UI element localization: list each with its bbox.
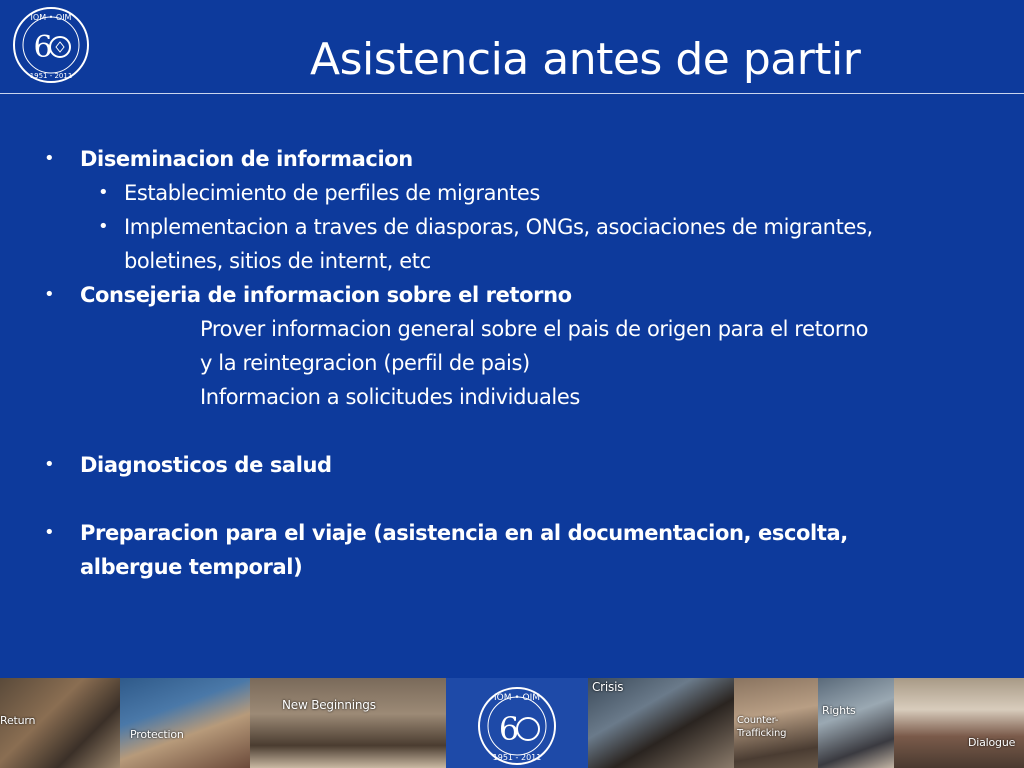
sub-bullet-perfiles: Establecimiento de perfiles de migrantes bbox=[124, 181, 540, 205]
label-dialogue: Dialogue bbox=[968, 736, 1016, 749]
bullet-item-diagnosticos: Diagnosticos de salud bbox=[80, 453, 332, 477]
slide-title: Asistencia antes de partir bbox=[310, 34, 861, 85]
bullet-item-diseminacion: Diseminacion de informacion bbox=[80, 147, 413, 171]
label-counter-trafficking-1: Counter- bbox=[737, 715, 779, 726]
bullet-marker: • bbox=[44, 284, 55, 305]
sub-bullet-implementacion: Implementacion a traves de diasporas, ONGs, asociaciones de migrantes, bbox=[124, 215, 873, 239]
indented-line-solicitudes: Informacion a solicitudes individuales bbox=[200, 385, 580, 409]
label-crisis: Crisis bbox=[592, 680, 624, 694]
label-protection: Protection bbox=[130, 728, 184, 741]
photo-new-beginnings bbox=[250, 678, 446, 768]
indented-line-prover: Prover informacion general sobre el pais de origen para el retorno bbox=[200, 317, 869, 341]
footer-logo-years: 1951 - 2011 bbox=[492, 753, 542, 762]
logo-numeral: 6 bbox=[33, 30, 53, 65]
slide-header bbox=[0, 0, 1024, 94]
bullet-marker: • bbox=[98, 182, 109, 203]
photo-protection bbox=[120, 678, 250, 768]
indented-line-reintegracion: y la reintegracion (perfil de pais) bbox=[200, 351, 530, 375]
label-counter-trafficking-2: Trafficking bbox=[737, 728, 787, 739]
bullet-item-consejeria: Consejeria de informacion sobre el retorno bbox=[80, 283, 572, 307]
label-new-beginnings: New Beginnings bbox=[282, 698, 376, 712]
bullet-marker: • bbox=[44, 148, 55, 169]
photo-dialogue bbox=[894, 678, 1024, 768]
footer-logo-top-text: IOM • OIM bbox=[493, 693, 541, 703]
photo-rights bbox=[818, 678, 894, 768]
photo-strip-footer bbox=[0, 678, 1024, 768]
label-rights: Rights bbox=[822, 704, 856, 717]
footer-logo-numeral: 6 bbox=[498, 710, 520, 748]
bullet-marker: • bbox=[44, 454, 55, 475]
logo-years: 1951 - 2011 bbox=[29, 72, 73, 80]
sub-bullet-implementacion-cont: boletines, sitios de internt, etc bbox=[124, 249, 431, 273]
bullet-item-preparacion-cont: albergue temporal) bbox=[80, 555, 303, 579]
photo-crisis bbox=[588, 678, 734, 768]
photo-counter-trafficking bbox=[734, 678, 818, 768]
label-return: Return bbox=[0, 714, 36, 727]
bullet-item-preparacion: Preparacion para el viaje (asistencia en al documentacion, escolta, bbox=[80, 521, 848, 545]
iom-60-footer-logo-icon bbox=[446, 678, 588, 768]
bullet-marker: • bbox=[98, 216, 109, 237]
photo-return bbox=[0, 678, 120, 768]
bullet-marker: • bbox=[44, 522, 55, 543]
header-divider bbox=[0, 93, 1024, 94]
footer-logo-panel bbox=[446, 678, 588, 768]
logo-top-text: IOM • OIM bbox=[30, 13, 72, 22]
iom-60-logo-icon bbox=[12, 6, 90, 84]
